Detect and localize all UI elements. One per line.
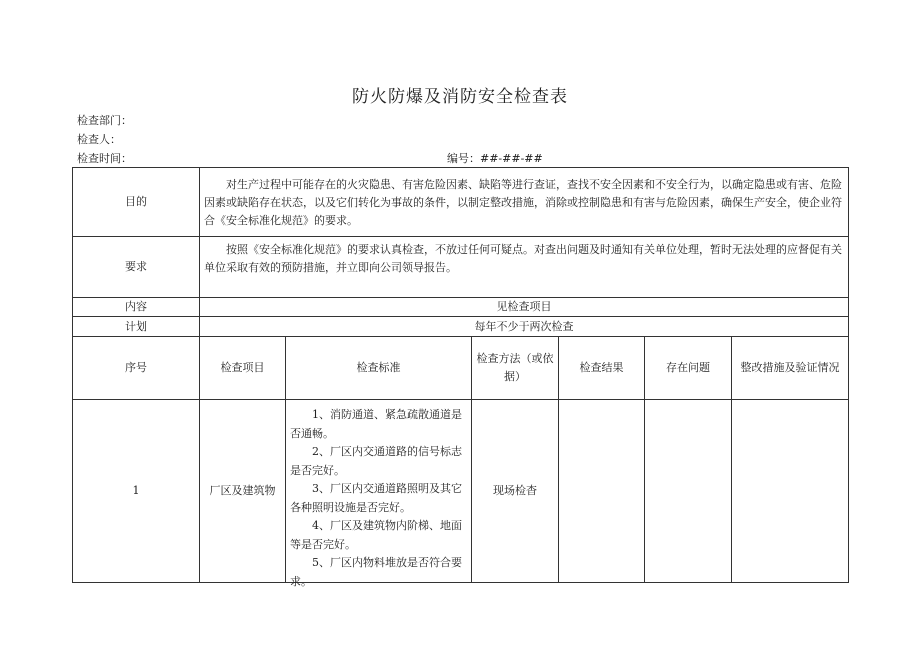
standard-item: 5、厂区内物料堆放是否符合要求。 xyxy=(290,556,462,588)
inspector-label: 检查人： xyxy=(77,133,121,146)
purpose-label: 目的 xyxy=(73,168,200,237)
serial-number: 编号：##-##-## xyxy=(447,152,543,165)
col-measures: 整改措施及验证情况 xyxy=(732,337,849,400)
plan-value: 每年不少于两次检查 xyxy=(200,317,849,337)
col-result: 检查结果 xyxy=(559,337,645,400)
purpose-text: 对生产过程中可能存在的火灾隐患、有害危险因素、缺陷等进行查证，查找不安全因素和不安全行为，以确定隐患或有害、危险因素或缺陷存在状态，以及它们转化为事故的条件，以制定整改措施，消除或控制隐患和有害与危险因素，确保生产安全，使企业符合《安全标准化规范》的要求。 xyxy=(200,168,849,237)
row-standards xyxy=(286,400,472,588)
standard-item: 1、消防通道、紧急疏散通道是否通畅。 xyxy=(290,408,462,440)
requirement-text: 按照《安全标准化规范》的要求认真检查，不放过任何可疑点。对查出问题及时通知有关单位处理，暂时无法处理的应督促有关单位采取有效的预防措施，并立即向公司领导报告。 xyxy=(200,237,849,298)
standard-item: 3、厂区内交通道路照明及其它各种照明设施是否完好。 xyxy=(290,482,462,514)
plan-label: 计划 xyxy=(73,317,200,337)
row-item: 厂区及建筑物 xyxy=(200,400,286,583)
col-method: 检查方法（或依据） xyxy=(472,337,559,400)
requirement-label: 要求 xyxy=(73,237,200,298)
col-item: 检查项目 xyxy=(200,337,286,400)
content-value: 见检查项目 xyxy=(200,298,849,317)
col-seq: 序号 xyxy=(73,337,200,400)
row-seq: 1 xyxy=(73,400,200,583)
department-label: 检查部门： xyxy=(77,114,132,127)
table-row xyxy=(73,400,849,583)
column-header-row xyxy=(73,337,849,400)
plan-row xyxy=(73,317,849,337)
requirement-row xyxy=(73,237,849,298)
purpose-row xyxy=(73,168,849,237)
content-row xyxy=(73,298,849,317)
row-measures xyxy=(732,400,849,583)
checklist-table xyxy=(72,167,849,588)
inspection-time-label: 检查时间： xyxy=(77,152,132,165)
page-title: 防火防爆及消防安全检查表 xyxy=(352,87,568,107)
row-result xyxy=(559,400,645,583)
col-issues: 存在问题 xyxy=(645,337,732,400)
col-standard: 检查标准 xyxy=(286,337,472,400)
row-issues xyxy=(645,400,732,583)
standard-item: 4、厂区及建筑物内阶梯、地面等是否完好。 xyxy=(290,519,462,551)
standard-item: 2、厂区内交通道路的信号标志是否完好。 xyxy=(290,445,462,477)
content-label: 内容 xyxy=(73,298,200,317)
row-method: 现场检杳 xyxy=(472,400,559,583)
